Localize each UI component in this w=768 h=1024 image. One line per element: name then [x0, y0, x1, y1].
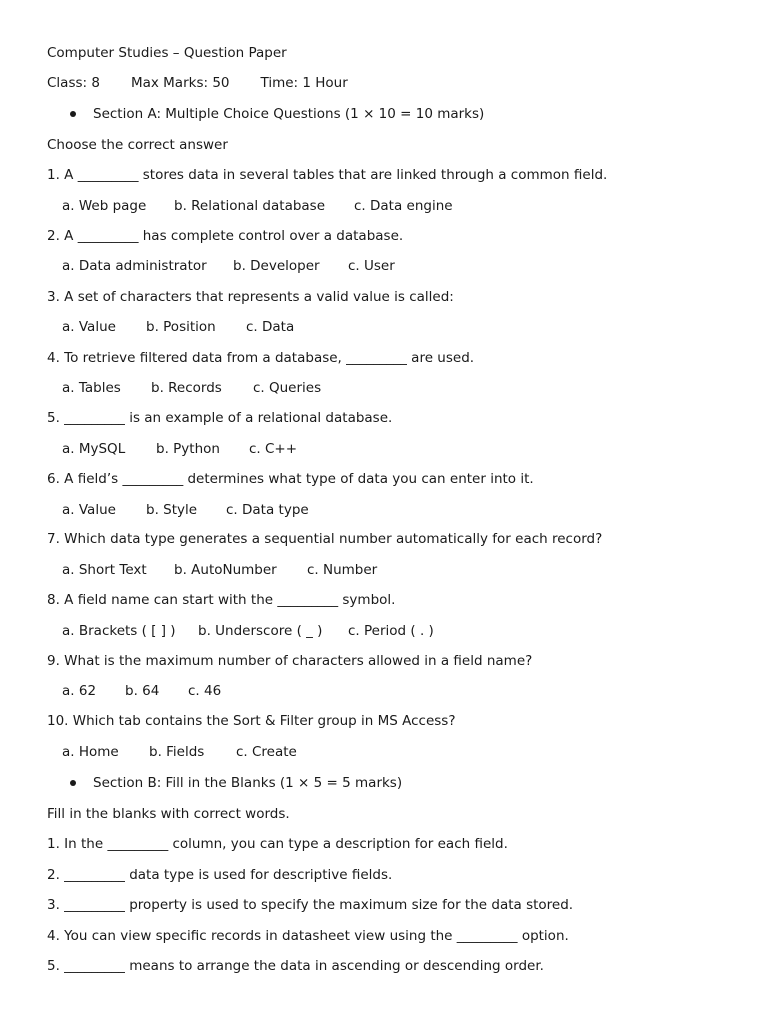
- option-c: c. C++: [249, 441, 298, 457]
- option-c: c. Create: [236, 744, 297, 760]
- option-c: c. Data engine: [354, 198, 453, 214]
- paper-title: Computer Studies – Question Paper: [47, 45, 287, 61]
- bullet-icon: [70, 780, 76, 786]
- question-options: [62, 440, 297, 458]
- option-a: a. Value: [62, 319, 116, 335]
- option-a: a. Value: [62, 502, 116, 518]
- question-options: [62, 622, 434, 640]
- section-a-instruction: Choose the correct answer: [47, 137, 228, 153]
- option-b: b. Style: [146, 502, 198, 518]
- option-b: b. Records: [151, 380, 222, 396]
- class-label: Class: 8: [47, 75, 100, 91]
- question-paper: Computer Studies – Question Paper Class: 8 Max Marks: 50 Time: 1 Hour Section A: Multiple Choice Questions (1 × 10 = 10 marks) Choose the correct answer 1. A _________ stores data in several tables that are linked through a common field. a. Web page b. Relational database c. Data engine 2. A _________ has complete control over a database. a. Data administrator b. Developer c. User 3. A set of characters that represents a valid value is called: a. Value b. Position c. Data 4. To retrieve filtered data from a database, _________ are used. a. Tables b. Records c. Queries 5. _________ is an example of a relational database. a. MySQL b. Python c. C++ 6. A field’s _________ determines what type of data you can enter into it. a. Value b. Style c. Data type 7. Which data type generates a sequential number automatically for each record? a. Short Text b. AutoNumber c. Number 8. A field name can start with the _________ symbol. a. Brackets ( [ ] ) b. Underscore ( _ ) c. Period ( . ) 9. What is the maximum number of characters allowed in a field name? a. 62 b. 64 c. 46 10. Which tab contains the Sort & Filter group in MS Access? a. Home b. Fields c. Create Section B: Fill in the Blanks (1 × 5 = 5 marks) Fill in the blanks with correct words. 1. In the _________ column, you can type a description for each field. 2. _________ data type is used for descriptive fields. 3. _________ property is used to specify the maximum size for the data stored. 4. You can view specific records in datasheet view using the _________ option. 5. _________ means to arrange the data in ascending or descending order.: [47, 45, 608, 974]
- fill-blank-question: 3. _________ property is used to specify the maximum size for the data stored.: [47, 897, 574, 913]
- question-text: 2. A _________ has complete control over a database.: [47, 228, 404, 244]
- question-text: 10. Which tab contains the Sort & Filter group in MS Access?: [47, 713, 456, 729]
- question-text: 1. A _________ stores data in several tables that are linked through a common field.: [47, 167, 608, 183]
- option-a: a. Short Text: [62, 562, 147, 578]
- option-a: a. 62: [62, 683, 97, 699]
- fill-blank-question: 5. _________ means to arrange the data in ascending or descending order.: [47, 958, 544, 974]
- option-b: b. 64: [125, 683, 160, 699]
- question-options: [62, 379, 321, 397]
- option-b: b. Python: [156, 441, 220, 457]
- option-a: a. Brackets ( [ ] ): [62, 623, 176, 639]
- question-text: 5. _________ is an example of a relational database.: [47, 410, 393, 426]
- max-marks-label: Max Marks: 50: [130, 75, 230, 91]
- question-text: 4. To retrieve filtered data from a database, _________ are used.: [47, 350, 475, 366]
- option-a: a. Data administrator: [62, 258, 207, 274]
- question-options: [62, 501, 309, 519]
- option-a: a. Web page: [62, 198, 147, 214]
- time-label: Time: 1 Hour: [260, 75, 348, 91]
- fill-blank-question: 4. You can view specific records in datasheet view using the _________ option.: [47, 928, 569, 944]
- fill-blank-question: 1. In the _________ column, you can type a description for each field.: [47, 836, 508, 852]
- option-c: c. 46: [188, 683, 222, 699]
- option-c: c. User: [348, 258, 395, 274]
- fill-blank-question: 2. _________ data type is used for descriptive fields.: [47, 867, 393, 883]
- question-text: 9. What is the maximum number of characters allowed in a field name?: [47, 653, 533, 669]
- option-c: c. Number: [307, 562, 378, 578]
- option-b: b. Position: [146, 319, 216, 335]
- question-text: 7. Which data type generates a sequential number automatically for each record?: [47, 531, 603, 547]
- question-options: [62, 197, 453, 215]
- question-options: [62, 561, 377, 579]
- option-c: c. Period ( . ): [348, 623, 434, 639]
- bullet-icon: [70, 111, 76, 117]
- section-b-instruction: Fill in the blanks with correct words.: [47, 806, 290, 822]
- option-a: a. Tables: [62, 380, 121, 396]
- question-options: [62, 743, 297, 761]
- option-a: a. MySQL: [62, 441, 126, 457]
- question-options: [62, 682, 221, 700]
- question-text: 3. A set of characters that represents a valid value is called:: [47, 289, 454, 305]
- question-text: 8. A field name can start with the _________ symbol.: [47, 592, 396, 608]
- question-options: [62, 318, 294, 336]
- option-c: c. Data: [246, 319, 295, 335]
- option-c: c. Queries: [253, 380, 322, 396]
- question-text: 6. A field’s _________ determines what type of data you can enter into it.: [47, 471, 534, 487]
- option-b: b. AutoNumber: [174, 562, 277, 578]
- option-b: b. Fields: [149, 744, 205, 760]
- option-b: b. Relational database: [174, 198, 326, 214]
- question-options: [62, 257, 395, 275]
- option-c: c. Data type: [226, 502, 309, 518]
- option-b: b. Developer: [233, 258, 320, 274]
- option-b: b. Underscore ( _ ): [198, 623, 323, 639]
- paper-meta: [47, 74, 348, 92]
- option-a: a. Home: [62, 744, 119, 760]
